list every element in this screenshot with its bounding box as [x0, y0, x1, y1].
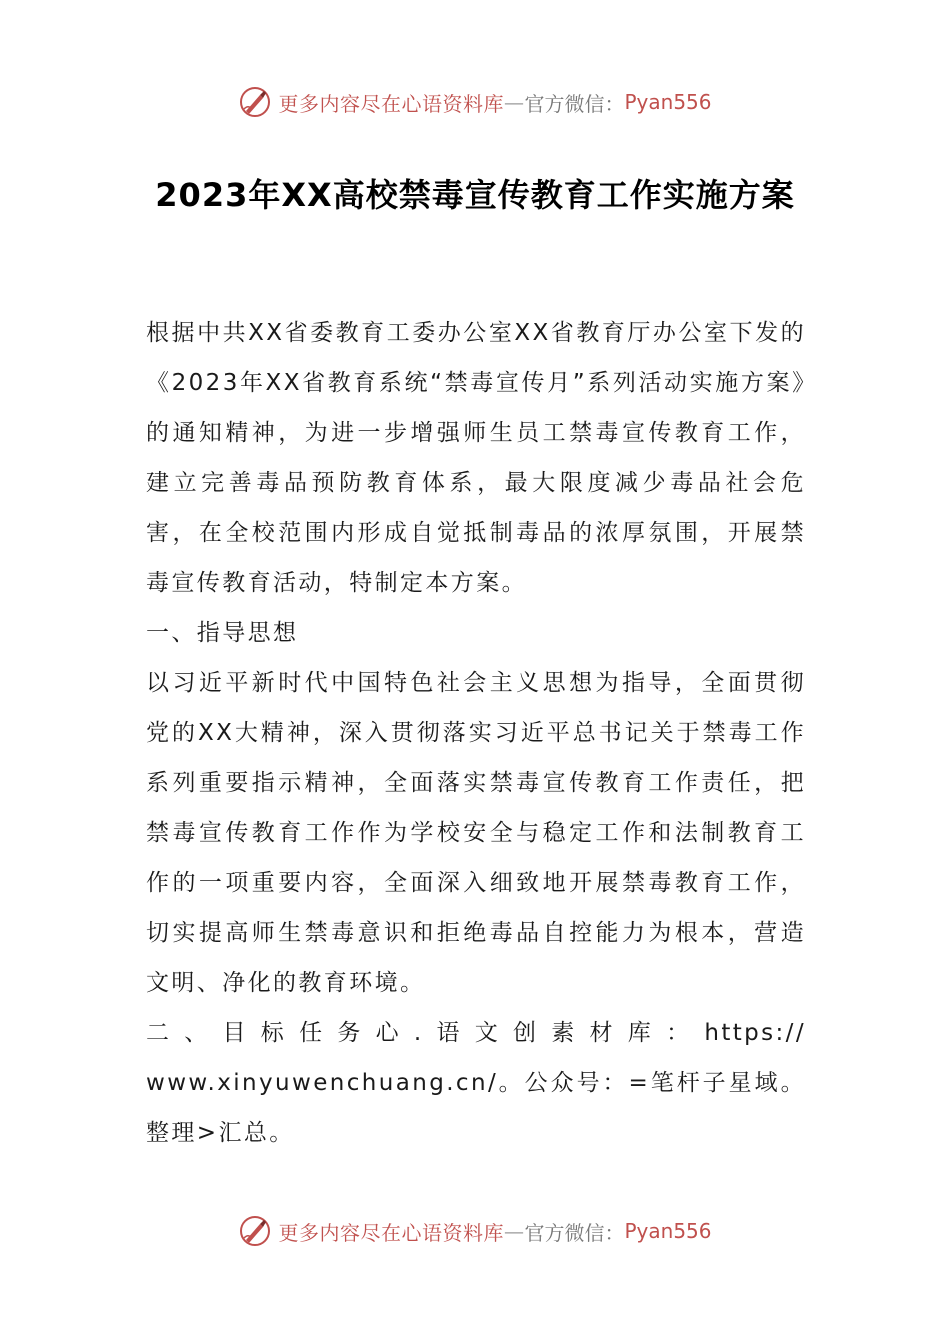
pen-seal-icon [238, 1214, 272, 1248]
document-body [146, 308, 806, 1158]
header-watermark-banner [0, 82, 950, 122]
pen-seal-icon [238, 85, 272, 119]
banner-wechat-label: 官方微信： [524, 91, 625, 116]
banner-brand-text: 更多内容尽在心语资料库 [278, 91, 504, 116]
section-heading-2-rest: www.xinyuwenchuang.cn/。公众号：=笔杆子星域。整理>汇总。 [146, 1070, 806, 1146]
guiding-thought-paragraph: 以习近平新时代中国特色社会主义思想为指导，全面贯彻党的XX大精神，深入贯彻落实习近平总书记关于禁毒工作系列重要指示精神，全面落实禁毒宣传教育工作责任，把禁毒宣传教育工作作为学校安全与稳定工作和法制教育工作的一项重要内容，全面深入细致地开展禁毒教育工作，切实提高师生禁毒意识和拒绝毒品自控能力为根本，营造文明、净化的教育环境。 [146, 670, 806, 996]
banner-wechat-label: 官方微信： [524, 1220, 625, 1245]
section-heading-1: 一、指导思想 [146, 620, 299, 646]
intro-paragraph: 根据中共XX省委教育工委办公室XX省教育厅办公室下发的《2023年XX省教育系统“禁毒宣传月”系列活动实施方案》的通知精神，为进一步增强师生员工禁毒宣传教育工作，建立完善毒品预防教育体系，最大限度减少毒品社会危害，在全校范围内形成自觉抵制毒品的浓厚氛围，开展禁毒宣传教育活动，特制定本方案。 [146, 320, 806, 596]
banner-separator: — [503, 1219, 525, 1243]
banner-brand-text: 更多内容尽在心语资料库 [278, 1220, 504, 1245]
banner-separator: — [503, 90, 525, 114]
section-heading-2-line1: 二、目标任务心.语文创素材库：https:// [146, 1020, 806, 1046]
document-title: 2023年XX高校禁毒宣传教育工作实施方案 [155, 176, 795, 214]
banner-wechat-id: Pyan556 [624, 90, 712, 114]
banner-wechat-id: Pyan556 [624, 1219, 712, 1243]
footer-watermark-banner [0, 1211, 950, 1251]
